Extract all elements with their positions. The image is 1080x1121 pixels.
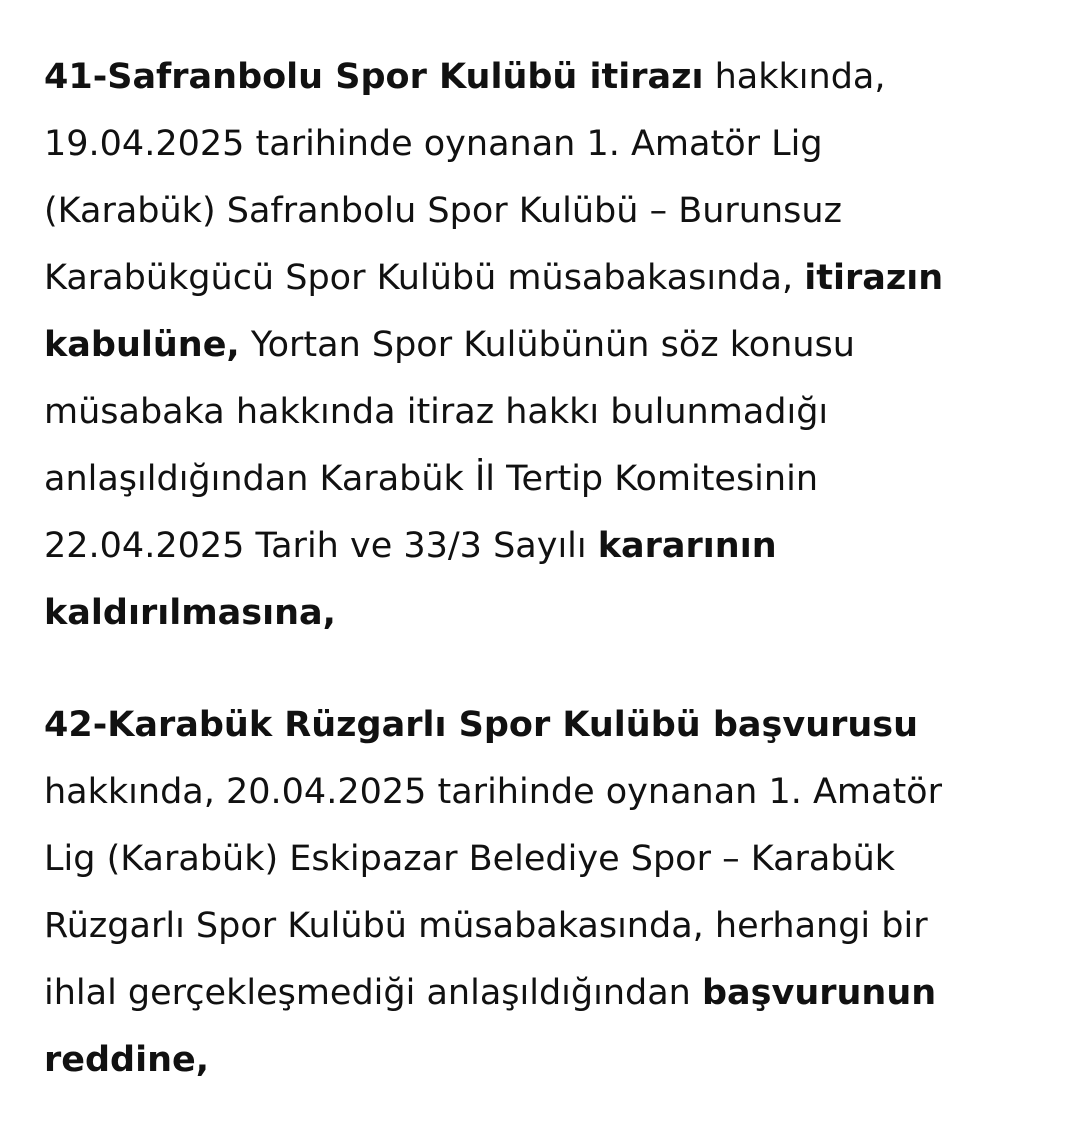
text-segment: müsabaka hakkında itiraz hakkı bulunmadığı — [44, 392, 829, 432]
text-line — [44, 245, 1004, 312]
text-segment: ihlal gerçekleşmediği anlaşıldığından — [44, 973, 702, 1013]
text-segment: hakkında, 20.04.2025 tarihinde oynanan 1. Amatör — [44, 772, 942, 812]
text-segment: hakkında, — [703, 57, 886, 97]
text-line — [44, 513, 1004, 580]
text-line — [44, 44, 1004, 111]
text-line — [44, 692, 1004, 759]
text-segment: anlaşıldığından Karabük İl Tertip Komitesinin — [44, 459, 818, 499]
decision-document — [44, 44, 1004, 1094]
ruling-text: kabulüne, — [44, 325, 240, 365]
decision-heading: 41-Safranbolu Spor Kulübü itirazı — [44, 57, 704, 97]
text-line — [44, 893, 1004, 960]
text-segment: 22.04.2025 Tarih ve 33/3 Sayılı — [44, 526, 598, 566]
text-segment: Lig (Karabük) Eskipazar Belediye Spor – Karabük — [44, 839, 896, 879]
text-line — [44, 580, 1004, 647]
ruling-text: başvurunun — [702, 973, 937, 1013]
text-line — [44, 111, 1004, 178]
text-segment: 19.04.2025 tarihinde oynanan 1. Amatör Lig — [44, 124, 823, 164]
text-line — [44, 960, 1004, 1027]
text-line — [44, 1027, 1004, 1094]
text-line — [44, 312, 1004, 379]
text-line — [44, 759, 1004, 826]
ruling-text: kaldırılmasına, — [44, 593, 336, 633]
ruling-text: reddine, — [44, 1040, 210, 1080]
ruling-text: kararının — [597, 526, 777, 566]
text-segment: Karabükgücü Spor Kulübü müsabakasında, — [44, 258, 805, 298]
decision-heading: 42-Karabük Rüzgarlı Spor Kulübü başvurusu — [44, 705, 919, 745]
text-segment: (Karabük) Safranbolu Spor Kulübü – Burunsuz — [44, 191, 842, 231]
text-line — [44, 446, 1004, 513]
text-segment: Rüzgarlı Spor Kulübü müsabakasında, herhangi bir — [44, 906, 928, 946]
text-line — [44, 178, 1004, 245]
decision-paragraph-42 — [44, 692, 1004, 1094]
decision-paragraph-41 — [44, 44, 1004, 647]
ruling-text: itirazın — [804, 258, 944, 298]
text-line — [44, 826, 1004, 893]
text-segment: Yortan Spor Kulübünün söz konusu — [239, 325, 855, 365]
text-line — [44, 379, 1004, 446]
